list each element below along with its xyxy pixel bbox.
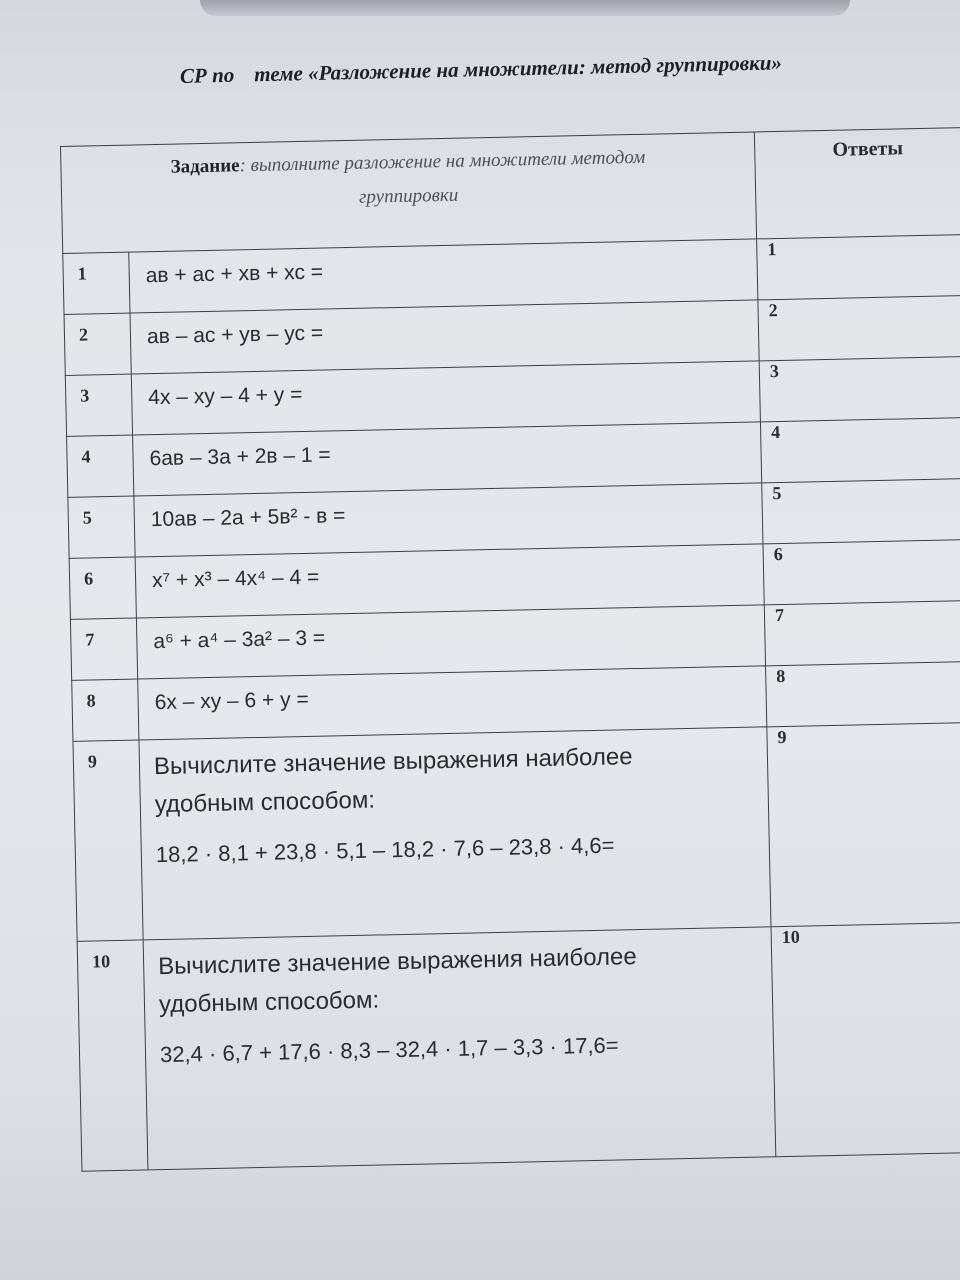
- row-number: 7: [70, 618, 137, 680]
- page-title: [180, 46, 960, 89]
- task10-expression: 32,4 · 6,7 + 17,6 · 8,3 – 32,4 · 1,7 – 3,3 · 17,6=: [159, 1032, 619, 1068]
- row-expression: 6ав – 3а + 2в – 1 =: [133, 422, 762, 496]
- answer-cell[interactable]: 4: [760, 417, 960, 483]
- task-instruction: : выполните разложение на множители методом: [239, 146, 646, 177]
- row-number: 10: [77, 940, 148, 1171]
- row-number: 4: [67, 435, 134, 497]
- task10-instruction-cont: удобным способом:: [158, 986, 380, 1019]
- task9-instruction-cont: удобным способом:: [154, 786, 376, 819]
- task9-content: [139, 727, 771, 940]
- task-instruction-cont: группировки: [358, 184, 459, 208]
- table-row-task10: [77, 922, 960, 1171]
- row-expression: 10ав – 2а + 5в² - в =: [134, 483, 763, 557]
- answer-cell[interactable]: 8: [766, 661, 960, 727]
- answer-cell[interactable]: 10: [771, 922, 960, 1157]
- task-table: [60, 127, 960, 1172]
- answer-cell[interactable]: 1: [757, 234, 960, 300]
- row-number: 6: [69, 557, 136, 619]
- row-expression: 4х – ху – 4 + у =: [131, 361, 760, 435]
- answer-cell[interactable]: 3: [759, 356, 960, 422]
- row-number: 2: [64, 313, 131, 375]
- row-expression: x⁷ + x³ – 4x⁴ – 4 =: [135, 544, 764, 618]
- row-number: 1: [63, 252, 130, 314]
- title-topic: теме «Разложение на множители: метод группировки»: [253, 50, 783, 87]
- task10-content: [143, 927, 776, 1170]
- table-row-task9: [73, 722, 960, 941]
- task-header-cell: [61, 132, 757, 254]
- answer-cell[interactable]: 6: [763, 539, 960, 605]
- row-number: 5: [68, 496, 135, 558]
- row-expression: ав + ас + хв + хс =: [129, 239, 758, 313]
- task-label: Задание: [170, 155, 240, 178]
- row-expression: a⁶ + a⁴ – 3a² – 3 =: [136, 605, 765, 679]
- answer-cell[interactable]: 2: [758, 295, 960, 361]
- row-number: 9: [73, 740, 143, 941]
- row-expression: 6х – ху – 6 + у =: [138, 666, 767, 740]
- title-prefix: СР по: [179, 62, 235, 88]
- row-number: 8: [72, 679, 139, 741]
- binder-clip: [200, 0, 850, 16]
- row-number: 3: [65, 374, 132, 436]
- answer-cell[interactable]: 5: [762, 478, 960, 544]
- answer-cell[interactable]: 9: [767, 722, 960, 927]
- task9-instruction: Вычислите значение выражения наиболее: [153, 743, 633, 781]
- task9-expression: 18,2 · 8,1 + 23,8 · 5,1 – 18,2 · 7,6 – 23,8 · 4,6=: [155, 832, 615, 868]
- answer-cell[interactable]: 7: [764, 600, 960, 666]
- row-expression: ав – ас + ув – ус =: [130, 300, 759, 374]
- answers-header: Ответы: [754, 127, 960, 239]
- task10-instruction: Вычислите значение выражения наиболее: [157, 943, 638, 981]
- table-header: [61, 127, 960, 253]
